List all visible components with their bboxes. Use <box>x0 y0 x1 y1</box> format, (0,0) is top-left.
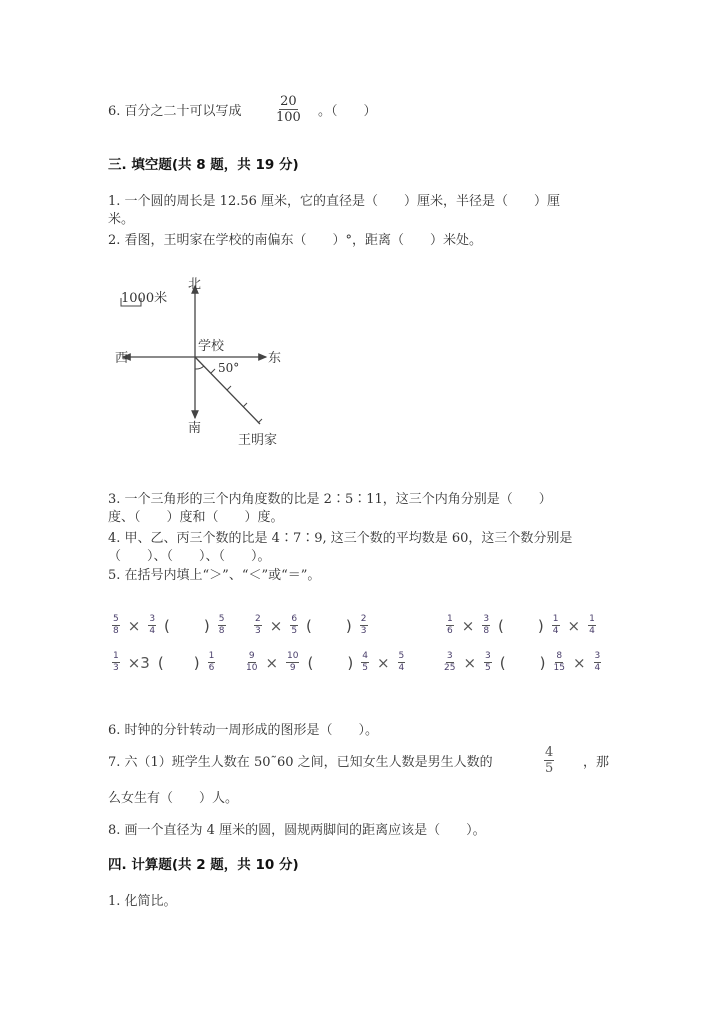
angle-arc <box>195 366 204 369</box>
compare-2-3: $\frac{3}{25}$ × $\frac{3}{5}$ ( ) $\frac{8}{15}$ × $\frac{3}{4}$ <box>444 651 601 673</box>
south-label: 南 <box>188 421 202 436</box>
east-label: 东 <box>268 351 282 366</box>
angle-label: 50° <box>218 361 240 375</box>
answer-blank: 。（ ） <box>318 104 377 119</box>
calc-question-1: 1. 化简比。 <box>108 894 177 909</box>
scale-label: 1000米 <box>121 291 168 306</box>
question-4-line1: 4. 甲、乙、丙三个数的比是 4∶7∶9, 这三个数的平均数是 60，这三个数分别是 <box>108 531 573 546</box>
question-3-line1: 3. 一个三角形的三个内角度数的比是 2∶5∶11，这三个内角分别是（ ） <box>108 492 552 507</box>
question-7-tail: ，那 <box>583 755 610 770</box>
school-label: 学校 <box>198 339 225 354</box>
question-2: 2. 看图，王明家在学校的南偏东（ ）°，距离（ ）米处。 <box>108 233 483 248</box>
north-label: 北 <box>188 277 202 292</box>
fraction-4-5: $\frac{4}{5}$ <box>545 745 554 776</box>
section-3-heading: 三. 填空题(共 8 题，共 19 分) <box>108 157 299 173</box>
compare-2-1: $\frac{1}{3}$ ×3 ( ) $\frac{1}{6}$ <box>113 651 215 673</box>
compare-2-2: $\frac{9}{10}$ × $\frac{10}{9}$ ( ) $\frac{4}{5}$ × $\frac{5}{4}$ <box>246 651 405 673</box>
question-text: 6. 百分之二十可以写成 <box>108 104 242 119</box>
question-1-line1: 1. 一个圆的周长是 12.56 厘米，它的直径是（ ）厘米，半径是（ ）厘 <box>108 194 561 209</box>
west-label: 西 <box>115 351 129 366</box>
fraction-20-100: $\frac{20}{100}$ <box>276 94 301 125</box>
question-5: 5. 在括号内填上“＞”、“＜”或“＝”。 <box>108 568 321 583</box>
section-4-heading: 四. 计算题(共 2 题，共 10 分) <box>108 857 299 873</box>
question-7-line2: 么女生有（ ）人。 <box>108 791 239 806</box>
question-7-line1: 7. 六（1）班学生人数在 50˜60 之间，已知女生人数是男生人数的 <box>108 755 493 770</box>
question-6-prev <box>108 100 242 119</box>
home-label: 王明家 <box>238 433 278 448</box>
compare-1-1: $\frac{5}{8}$ × $\frac{3}{4}$ ( ) $\frac{5}{8}$ <box>113 614 225 636</box>
question-8: 8. 画一个直径为 4 厘米的圆，圆规两脚间的距离应该是（ ）。 <box>108 823 486 838</box>
direction-diagram <box>108 272 298 452</box>
question-6: 6. 时钟的分针转动一周形成的图形是（ ）。 <box>108 723 379 738</box>
question-4-line2: （ ）、（ ）、（ ）。 <box>108 549 271 564</box>
question-1-line2: 米。 <box>108 212 135 227</box>
compare-1-3: $\frac{1}{6}$ × $\frac{3}{8}$ ( ) $\frac{1}{4}$ × $\frac{1}{4}$ <box>447 614 595 636</box>
compare-1-2: $\frac{2}{3}$ × $\frac{6}{5}$ ( ) $\frac{2}{3}$ <box>255 614 367 636</box>
question-3-line2: 度、（ ）度和（ ）度。 <box>108 510 284 525</box>
